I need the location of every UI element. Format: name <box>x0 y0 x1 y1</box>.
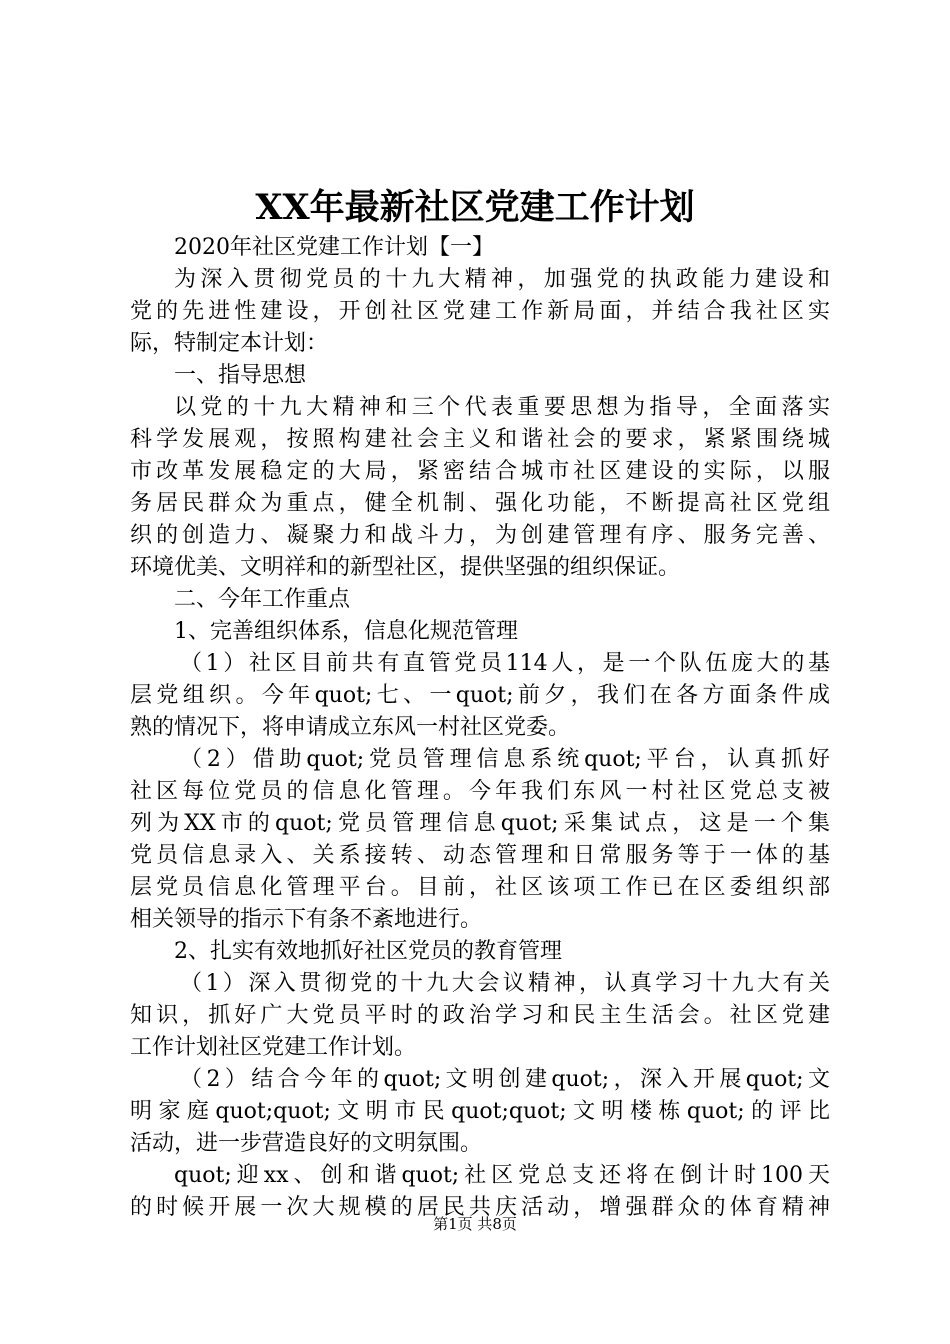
section-heading: 2020年社区党建工作计划【一】 <box>174 235 494 260</box>
paragraph-line: 际，特制定本计划： <box>130 331 329 356</box>
paragraph-line: （2）结合今年的quot;文明创建quot;，深入开展quot;文 <box>180 1067 830 1092</box>
paragraph-line: 活动，进一步营造良好的文明氛围。 <box>130 1131 483 1156</box>
paragraph-line: 工作计划社区党建工作计划。 <box>130 1035 417 1060</box>
paragraph-line: 列为XX市的quot;党员管理信息quot;采集试点，这是一个集 <box>130 811 830 836</box>
paragraph-line: 以党的十九大精神和三个代表重要思想为指导，全面落实 <box>174 395 830 420</box>
paragraph-line: 科学发展观，按照构建社会主义和谐社会的要求，紧紧围绕城 <box>130 427 830 452</box>
paragraph-line: 社区每位党员的信息化管理。今年我们东风一村社区党总支被 <box>130 779 830 804</box>
paragraph-line: 的时候开展一次大规模的居民共庆活动，增强群众的体育精神 <box>130 1195 830 1220</box>
paragraph-line: 务居民群众为重点，健全机制、强化功能，不断提高社区党组 <box>130 491 830 516</box>
subsection-heading: 1、完善组织体系，信息化规范管理 <box>174 619 518 644</box>
paragraph-line: quot;迎xx、创和谐quot;社区党总支还将在倒计时100天 <box>174 1163 830 1188</box>
document-body <box>130 232 830 1224</box>
paragraph-line: 市改革发展稳定的大局，紧密结合城市社区建设的实际，以服 <box>130 459 830 484</box>
paragraph-line: 层党组织。今年quot;七、一quot;前夕，我们在各方面条件成 <box>130 683 830 708</box>
paragraph-line: 熟的情况下，将申请成立东风一村社区党委。 <box>130 715 571 740</box>
paragraph-line: 层党员信息化管理平台。目前，社区该项工作已在区委组织部 <box>130 875 830 900</box>
paragraph-line: 党的先进性建设，开创社区党建工作新局面，并结合我社区实 <box>130 299 830 324</box>
section-heading: 一、指导思想 <box>174 363 307 388</box>
page-number-footer: 第1页 共8页 <box>433 1215 517 1233</box>
paragraph-line: （1）深入贯彻党的十九大会议精神，认真学习十九大有关 <box>180 971 830 996</box>
paragraph-line: 知识，抓好广大党员平时的政治学习和民主生活会。社区党建 <box>130 1003 830 1028</box>
paragraph-line: 环境优美、文明祥和的新型社区，提供坚强的组织保证。 <box>130 555 681 580</box>
document-title: XX年最新社区党建工作计划 <box>255 187 695 228</box>
paragraph-line: 为深入贯彻党员的十九大精神，加强党的执政能力建设和 <box>174 267 830 292</box>
paragraph-line: 明家庭quot;quot;文明市民quot;quot;文明楼栋quot;的评比 <box>130 1099 830 1124</box>
subsection-heading: 2、扎实有效地抓好社区党员的教育管理 <box>174 939 562 964</box>
paragraph-line: （2）借助quot;党员管理信息系统quot;平台，认真抓好 <box>180 747 830 772</box>
paragraph-line: 党员信息录入、关系接转、动态管理和日常服务等于一体的基 <box>130 843 830 868</box>
section-heading: 二、今年工作重点 <box>174 587 351 612</box>
paragraph-line: （1）社区目前共有直管党员114人，是一个队伍庞大的基 <box>180 651 830 676</box>
paragraph-line: 相关领导的指示下有条不紊地进行。 <box>130 907 483 932</box>
paragraph-line: 织的创造力、凝聚力和战斗力，为创建管理有序、服务完善、 <box>130 523 830 548</box>
